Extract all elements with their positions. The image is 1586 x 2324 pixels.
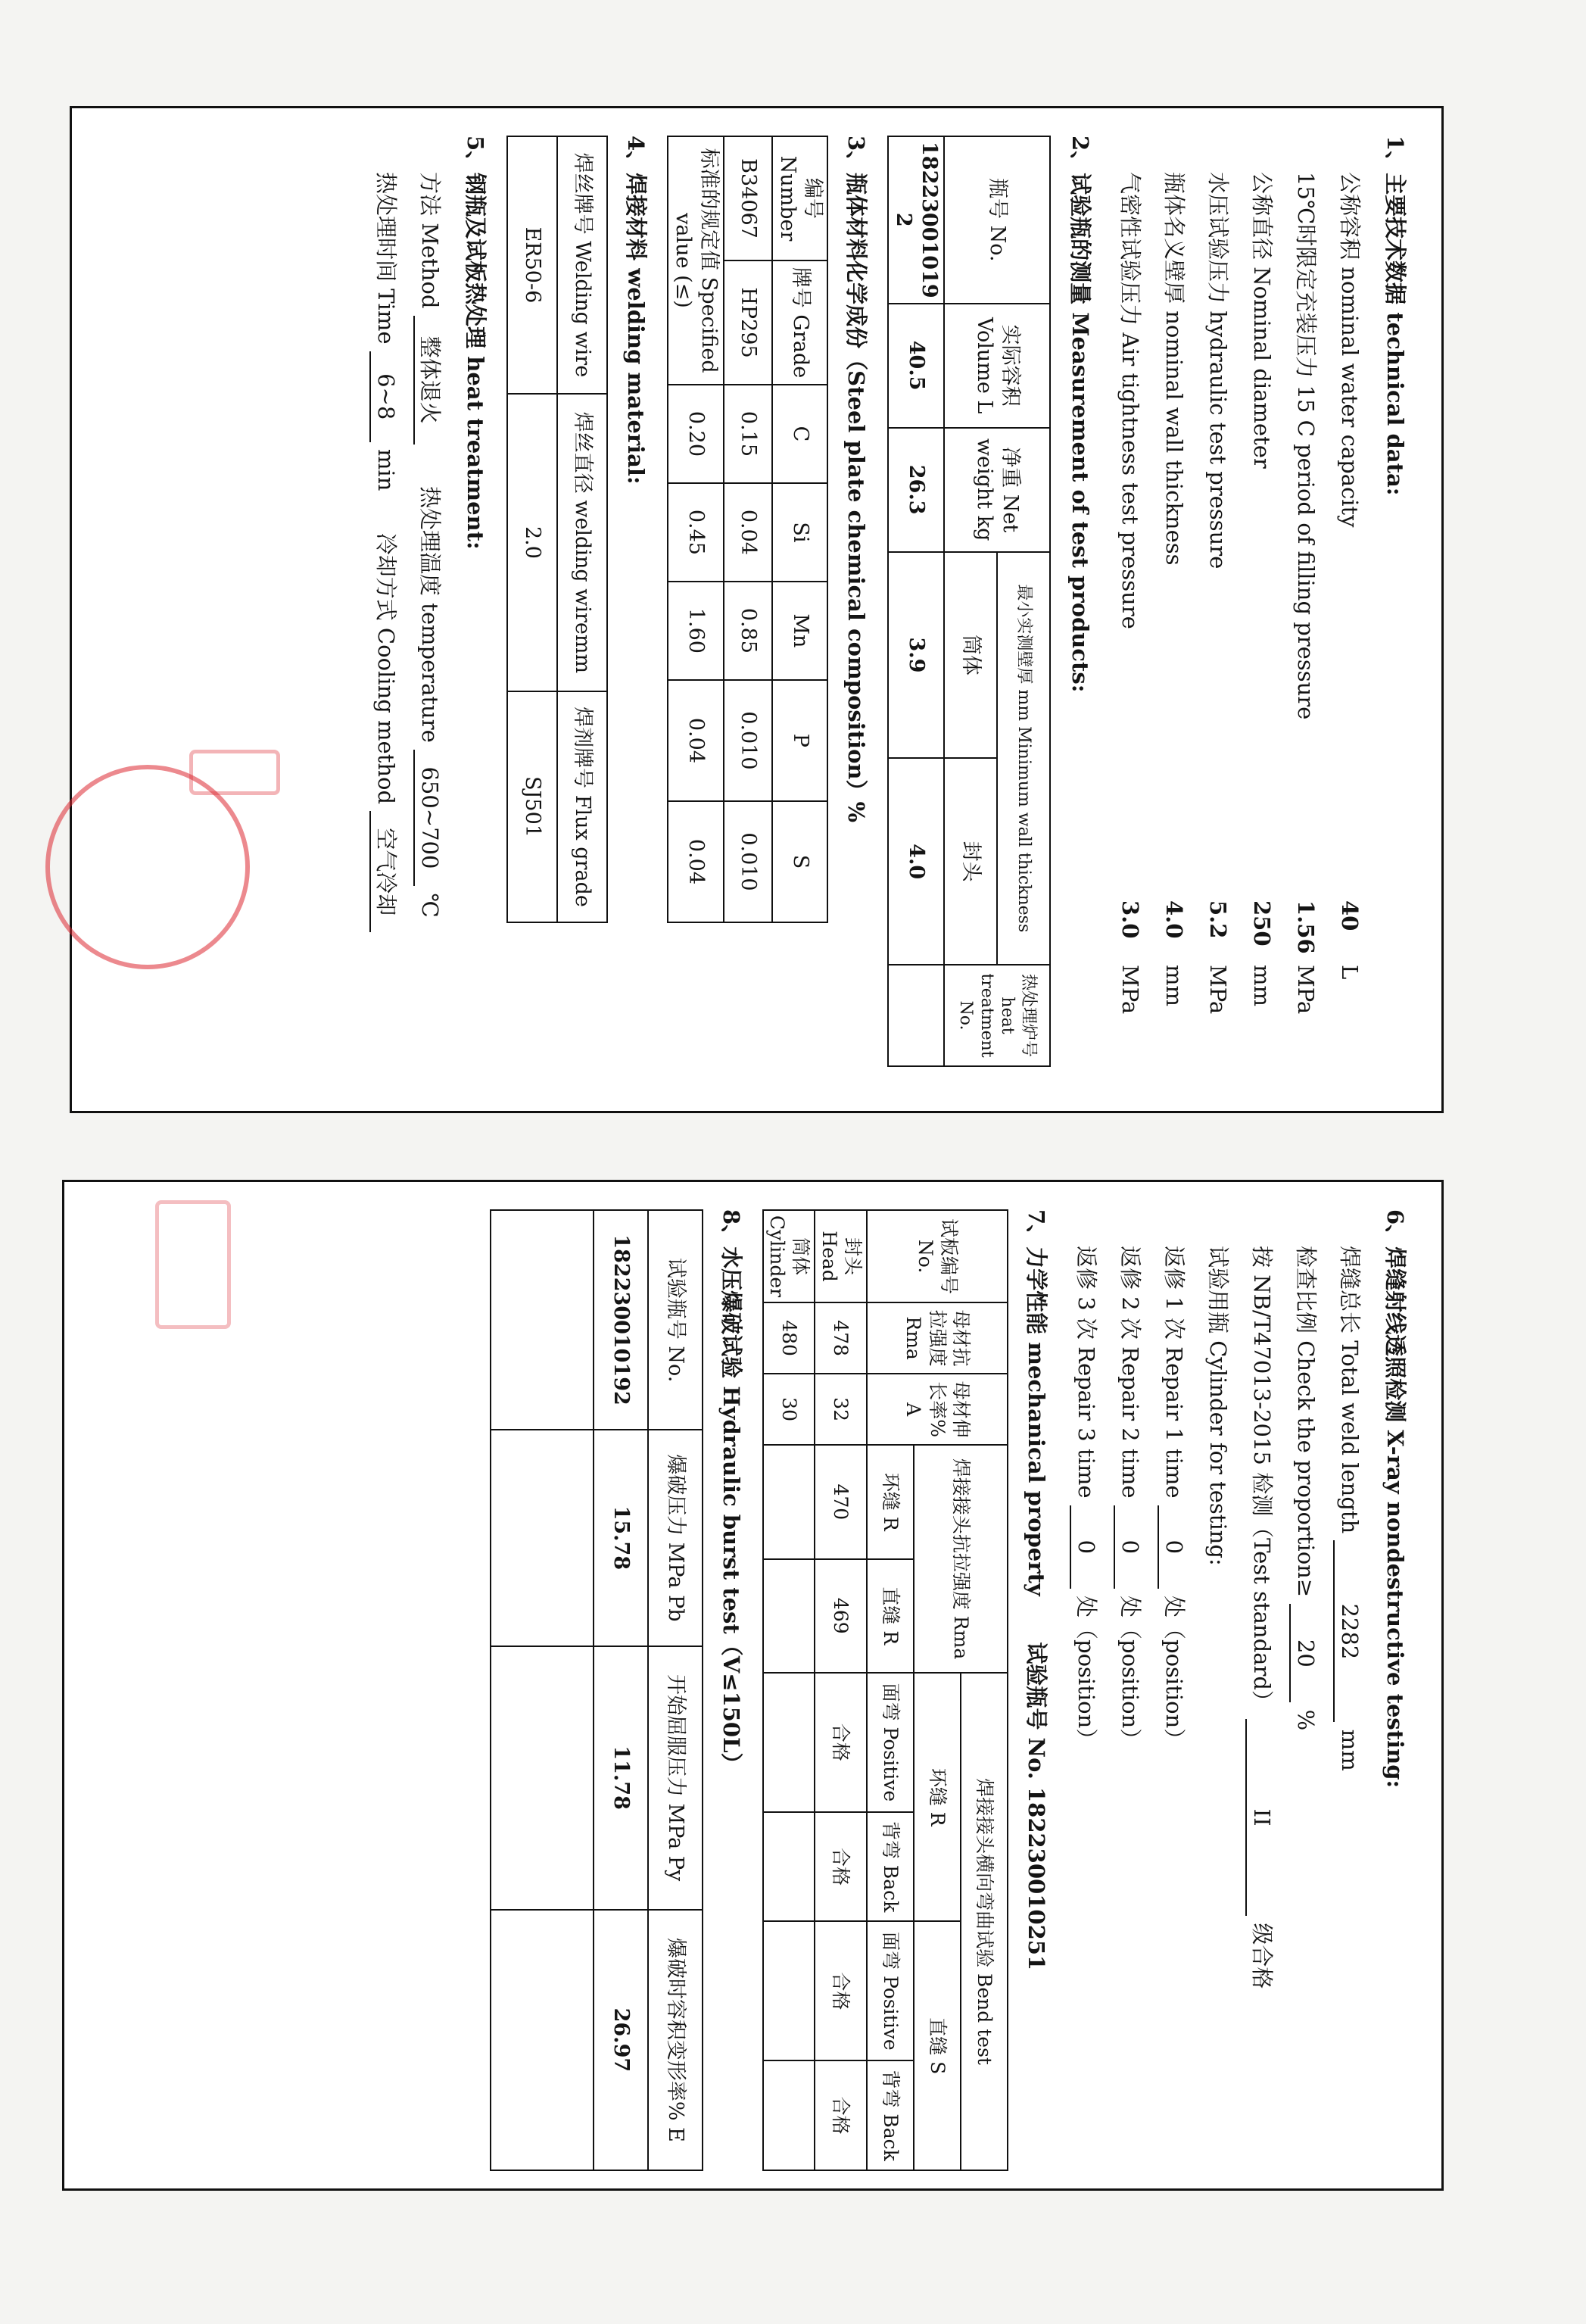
page-panel-2 xyxy=(62,1180,1444,2191)
section-7-title xyxy=(1013,1209,1060,2166)
mech-r2 xyxy=(763,1559,815,1673)
tech-value: 250 xyxy=(1249,900,1275,947)
burst-table xyxy=(490,1209,703,2171)
tech-value: 4.0 xyxy=(1161,900,1187,939)
el-c: C xyxy=(772,385,828,483)
tech-label: 公称直径 Nominal diameter xyxy=(1249,172,1275,469)
chemistry-table xyxy=(668,136,829,923)
meas-volume: 40.5 xyxy=(889,304,945,428)
repair-2-line xyxy=(1108,1209,1152,2166)
tech-data-row xyxy=(1328,136,1372,1088)
heat-method-line xyxy=(409,136,453,1088)
tech-data-list xyxy=(1108,136,1372,1088)
section-5-title: 5、钢瓶及试板热处理 heat treatment: xyxy=(463,136,489,550)
el-s: S xyxy=(772,801,828,922)
measurement-table xyxy=(888,136,1052,1067)
time-value: 6~8 xyxy=(370,351,402,442)
time-label: 热处理时间 Time xyxy=(373,172,400,345)
tech-value: 3.0 xyxy=(1117,900,1143,939)
weld-length-unit: mm xyxy=(1337,1729,1363,1771)
burst-e: 26.97 xyxy=(594,1910,648,2170)
temp-unit: ℃ xyxy=(417,893,444,918)
hdr-bend-ring: 环缝 R xyxy=(914,1673,961,1921)
mech-row-cylinder xyxy=(763,1210,815,2170)
tech-unit: MPa xyxy=(1117,965,1143,1015)
hdr-burst-py: 开始屈服压力 MPa Py xyxy=(648,1646,703,1910)
mech-b4: 合格 xyxy=(815,2060,868,2170)
tech-label: 公称容积 nominal water capacity xyxy=(1337,172,1363,528)
hdr-grade: 牌号 Grade xyxy=(772,260,828,385)
burst-empty xyxy=(491,1910,594,2170)
hdr-number: 编号 Number xyxy=(772,136,828,260)
hdr-cylinder: 筒体 xyxy=(944,552,997,759)
standard-grade: II xyxy=(1245,1719,1277,1916)
mech-b1 xyxy=(763,1673,815,1812)
red-seal-stamp xyxy=(45,765,250,969)
tech-label: 水压试验压力 hydraulic test pressure xyxy=(1205,172,1231,569)
tech-data-row xyxy=(1240,136,1284,1088)
hdr-min-wall: 最小实测壁厚 mm Minimum wall thickness xyxy=(997,552,1050,965)
standard-suffix: 级合格 xyxy=(1249,1923,1275,1989)
proportion-label: 检查比例 Check the proportion≥ xyxy=(1293,1246,1319,1598)
el-p: P xyxy=(772,680,828,801)
mechanical-table xyxy=(762,1209,1008,2171)
weld-dia: 2.0 xyxy=(508,394,558,691)
heat-time-line xyxy=(365,136,409,1088)
temp-value: 650~700 xyxy=(414,750,446,886)
proportion-line xyxy=(1284,1209,1328,2166)
standard-label: 按 NB/T47013-2015 检测（Test standard） xyxy=(1249,1246,1275,1712)
method-label: 方法 Method xyxy=(417,172,444,309)
repair-2-label: 返修 2 次 Repair 2 time xyxy=(1117,1246,1143,1499)
tech-data-row xyxy=(1196,136,1240,1088)
section-3-title: 3、瓶体材料化学成份（Steel plate chemical composition）% xyxy=(843,136,870,823)
hdr-bend: 焊接接头横向弯曲试验 Bend test xyxy=(961,1673,1008,2170)
tech-label: 15℃时限定充装压力 15 C period of filling pressure xyxy=(1293,172,1319,720)
hdr-back-2: 背弯 Back xyxy=(867,2060,914,2170)
burst-empty xyxy=(491,1430,594,1646)
welding-table xyxy=(507,136,609,923)
spec-p: 0.04 xyxy=(668,680,724,801)
mech-b2 xyxy=(763,1812,815,1922)
hdr-ring: 环缝 R xyxy=(867,1445,914,1558)
tech-label: 瓶体名义壁厚 nominal wall thickness xyxy=(1161,172,1187,566)
chem-p: 0.010 xyxy=(724,680,772,801)
section-1-title: 1、主要技术数据 technical data: xyxy=(1382,136,1408,496)
tech-value: 5.2 xyxy=(1205,900,1231,939)
hdr-wire-dia: 焊丝直径 welding wiremm xyxy=(558,394,608,691)
meas-no: 18223001019​2 xyxy=(889,136,945,304)
hdr-furnace: 热处理炉号 heat treatment No. xyxy=(944,965,1050,1066)
hdr-burst-pb: 爆破压力 MPa Pb xyxy=(648,1430,703,1646)
cylinder-testing-line: 试验用瓶 Cylinder for testing: xyxy=(1205,1246,1231,1566)
hdr-bend-straight: 直缝 S xyxy=(914,1921,961,2170)
mech-r2: 469 xyxy=(815,1559,868,1673)
chem-s: 0.010 xyxy=(724,801,772,922)
proportion-value: 20 xyxy=(1289,1604,1321,1702)
mech-a: 30 xyxy=(763,1374,815,1445)
hdr-weight: 净重 Net weight kg xyxy=(944,428,1050,552)
mech-b2: 合格 xyxy=(815,1812,868,1922)
tech-value: 40 xyxy=(1337,900,1363,931)
burst-pb: 15.78 xyxy=(594,1430,648,1646)
hdr-face-1: 面弯 Positive xyxy=(867,1673,914,1812)
repair-1-label: 返修 1 次 Repair 1 time xyxy=(1161,1246,1187,1499)
mech-a: 32 xyxy=(815,1374,868,1445)
spec-mn: 1.60 xyxy=(668,582,724,680)
section-2-title: 2、试验瓶的测量 Measurement of test products: xyxy=(1067,136,1093,693)
meas-furnace xyxy=(889,965,945,1066)
hdr-base-a: 母材伸长率% A xyxy=(867,1374,1008,1445)
burst-empty xyxy=(491,1646,594,1910)
tech-data-row xyxy=(1108,136,1152,1088)
method-value: 整体退火 xyxy=(414,316,446,445)
weld-flux: SJ501 xyxy=(508,691,558,922)
mech-b3: 合格 xyxy=(815,1921,868,2060)
repair-3-pos: 处（position） xyxy=(1073,1596,1099,1751)
tech-unit: mm xyxy=(1249,965,1275,1006)
repair-3-value: 0 xyxy=(1070,1505,1101,1589)
chem-c: 0.15 xyxy=(724,385,772,483)
temp-label: 热处理温度 temperature xyxy=(417,485,444,743)
tech-unit: mm xyxy=(1161,965,1187,1006)
mech-rma: 478 xyxy=(815,1302,868,1374)
spec-si: 0.45 xyxy=(668,483,724,582)
chem-grade: HP295 xyxy=(724,260,772,385)
hdr-joint-rma: 焊接接头抗拉强度 Rma xyxy=(914,1445,1008,1673)
tech-data-row xyxy=(1284,136,1328,1088)
tech-unit: L xyxy=(1337,965,1363,980)
weld-wire: ER50-6 xyxy=(508,136,558,394)
tech-data-row xyxy=(1152,136,1196,1088)
repair-2-pos: 处（position） xyxy=(1117,1596,1143,1751)
tech-label: 气密性试验压力 Air tightness test pressure xyxy=(1117,172,1143,629)
repair-1-line xyxy=(1152,1209,1196,2166)
cool-value: 空气冷却 xyxy=(370,811,402,932)
mech-r1 xyxy=(763,1445,815,1558)
chem-si: 0.04 xyxy=(724,483,772,582)
chem-number: B34067 xyxy=(724,136,772,260)
mech-b4 xyxy=(763,2060,815,2170)
hdr-flux: 焊剂牌号 Flux grade xyxy=(558,691,608,922)
faint-stamp xyxy=(189,750,280,795)
mech-name: 封头 Head xyxy=(815,1210,868,1302)
standard-line xyxy=(1240,1209,1284,2166)
mech-test-no: 试验瓶号 No. 182230010251 xyxy=(1024,1642,1049,1971)
section-8-title: 8、水压爆破试验 Hydraulic burst test（V≤150L） xyxy=(718,1209,744,1775)
meas-cyl: 3.9 xyxy=(889,552,945,759)
hdr-burst-e: 爆破时容积变形率% E xyxy=(648,1910,703,2170)
repair-1-pos: 处（position） xyxy=(1161,1596,1187,1751)
meas-head: 4.0 xyxy=(889,758,945,965)
time-unit: min xyxy=(373,448,400,491)
mech-row-head xyxy=(815,1210,868,2170)
chem-mn: 0.85 xyxy=(724,582,772,680)
burst-no: 182230010192 xyxy=(594,1210,648,1430)
weld-length-value: 2282 xyxy=(1333,1540,1365,1722)
hdr-burst-no: 试验瓶号 No. xyxy=(648,1210,703,1430)
hdr-head: 封头 xyxy=(944,758,997,965)
mech-b3 xyxy=(763,1921,815,2060)
mech-rma: 480 xyxy=(763,1302,815,1374)
mech-b1: 合格 xyxy=(815,1673,868,1812)
spec-c: 0.20 xyxy=(668,385,724,483)
burst-py: 11.78 xyxy=(594,1646,648,1910)
hdr-specimen: 试板编号 No. xyxy=(867,1210,1008,1302)
el-mn: Mn xyxy=(772,582,828,680)
spec-label: 标准的规定值 Specified value (≤) xyxy=(668,136,724,385)
hdr-back-1: 背弯 Back xyxy=(867,1812,914,1922)
weld-length-label: 焊缝总长 Total weld length xyxy=(1337,1246,1363,1534)
weld-length-line xyxy=(1328,1209,1372,2166)
burst-empty xyxy=(491,1210,594,1430)
mech-title: 7、力学性能 mechanical property xyxy=(1024,1209,1049,1596)
el-si: Si xyxy=(772,483,828,582)
hdr-wire: 焊丝牌号 Welding wire xyxy=(558,136,608,394)
tech-value: 1.56 xyxy=(1293,900,1319,954)
hdr-base-rma: 母材抗拉强度 Rma xyxy=(867,1302,1008,1374)
repair-2-value: 0 xyxy=(1114,1505,1145,1589)
hdr-face-2: 面弯 Positive xyxy=(867,1921,914,2060)
section-6-title: 6、焊缝射线透照检测 X-ray nondestructive testing: xyxy=(1382,1209,1408,1789)
page-panel-1 xyxy=(70,106,1444,1113)
tech-unit: MPa xyxy=(1293,965,1319,1015)
repair-3-line xyxy=(1064,1209,1108,2166)
repair-3-label: 返修 3 次 Repair 3 time xyxy=(1073,1246,1099,1499)
section-4-title: 4、焊接材料 welding material: xyxy=(623,136,650,485)
hdr-volume: 实际容积 Volume L xyxy=(944,304,1050,428)
hdr-no: 瓶号 No. xyxy=(944,136,1050,304)
cool-label: 冷却方式 Cooling method xyxy=(373,532,400,805)
mech-r1: 470 xyxy=(815,1445,868,1558)
spec-s: 0.04 xyxy=(668,801,724,922)
tech-unit: MPa xyxy=(1205,965,1231,1015)
faint-stamp xyxy=(155,1200,231,1329)
mech-name: 筒体 Cylinder xyxy=(763,1210,815,1302)
proportion-unit: % xyxy=(1293,1709,1319,1731)
hdr-straight: 直缝 R xyxy=(867,1559,914,1673)
meas-weight: 26.3 xyxy=(889,428,945,552)
repair-1-value: 0 xyxy=(1158,1505,1189,1589)
